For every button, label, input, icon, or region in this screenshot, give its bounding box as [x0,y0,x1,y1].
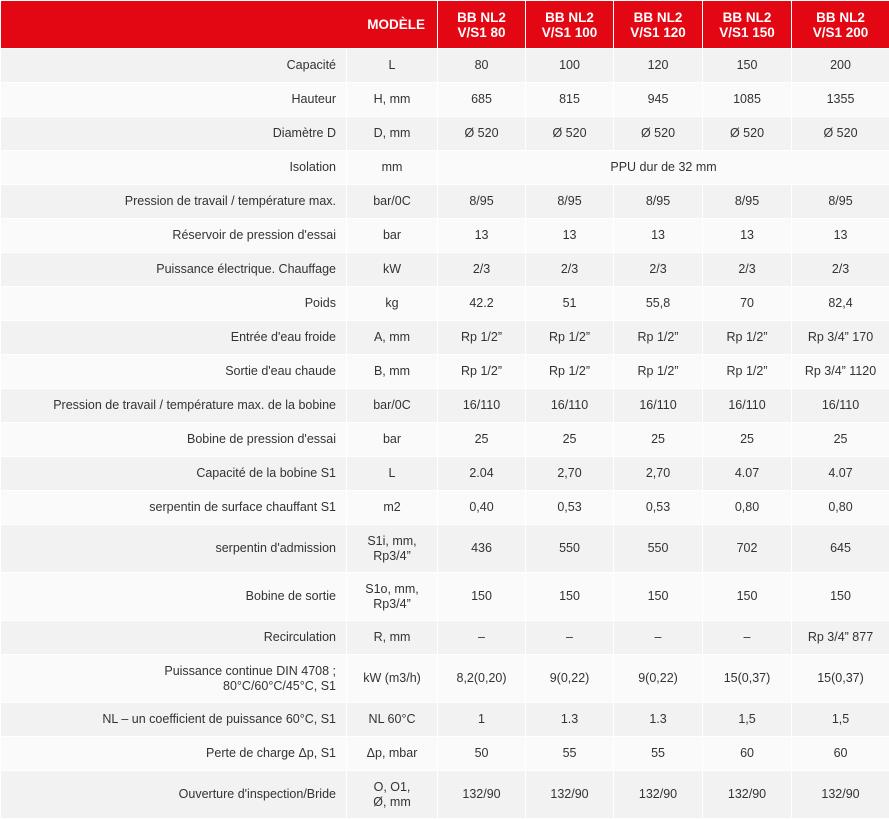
row-value: 2/3 [703,253,792,287]
table-row [1,389,889,423]
row-value: 150 [438,573,526,621]
row-value: 685 [438,83,526,117]
row-value: 8/95 [526,185,614,219]
row-value: 132/90 [614,771,703,819]
row-unit: NL 60°C [347,703,438,737]
row-label: Capacité [1,49,347,83]
row-value: 80 [438,49,526,83]
row-label: Hauteur [1,83,347,117]
row-label: Bobine de pression d'essai [1,423,347,457]
spec-table-header [1,1,889,49]
row-label: Puissance électrique. Chauffage [1,253,347,287]
table-row [1,621,889,655]
row-unit: kW (m3/h) [347,655,438,703]
row-value: Rp 1/2” [526,355,614,389]
row-value: 13 [438,219,526,253]
row-value: 1.3 [614,703,703,737]
row-value: Ø 520 [703,117,792,151]
row-value: 150 [614,573,703,621]
row-label: Entrée d'eau froide [1,321,347,355]
row-unit: bar/0C [347,389,438,423]
table-row [1,573,889,621]
row-value: 51 [526,287,614,321]
table-row [1,185,889,219]
row-value: 8/95 [792,185,889,219]
row-value: 132/90 [438,771,526,819]
row-value: 645 [792,525,889,573]
row-unit: bar [347,219,438,253]
table-row [1,219,889,253]
model-name: BB NL2 [796,10,885,25]
row-value: 13 [792,219,889,253]
table-row [1,321,889,355]
row-unit: kg [347,287,438,321]
row-unit-line: Ø, mm [351,795,433,810]
row-value: 8,2(0,20) [438,655,526,703]
row-value: 550 [526,525,614,573]
row-label: Bobine de sortie [1,573,347,621]
model-header-bbnl2-100 [526,1,614,49]
row-value: 8/95 [614,185,703,219]
row-unit-line: Rp3/4” [351,549,433,564]
table-row [1,491,889,525]
row-label: serpentin d'admission [1,525,347,573]
table-row [1,287,889,321]
row-value: 82,4 [792,287,889,321]
row-value: 815 [526,83,614,117]
row-value: 8/95 [703,185,792,219]
row-value: 13 [703,219,792,253]
row-value: 2/3 [526,253,614,287]
row-unit: H, mm [347,83,438,117]
row-label: Capacité de la bobine S1 [1,457,347,491]
row-value: Rp 1/2” [703,355,792,389]
model-name: BB NL2 [530,10,609,25]
model-variant: V/S1 80 [442,25,521,40]
row-unit: Δp, mbar [347,737,438,771]
model-header-bbnl2-150 [703,1,792,49]
row-value: 1085 [703,83,792,117]
row-value: 200 [792,49,889,83]
model-variant: V/S1 120 [618,25,698,40]
row-value: 550 [614,525,703,573]
row-value: 50 [438,737,526,771]
row-value: 60 [792,737,889,771]
row-unit-line: S1i, mm, [351,534,433,549]
model-variant: V/S1 150 [707,25,787,40]
row-value: Rp 1/2” [438,321,526,355]
row-value: 150 [792,573,889,621]
row-value: 2,70 [526,457,614,491]
table-row [1,253,889,287]
row-unit: L [347,457,438,491]
row-unit: L [347,49,438,83]
row-value: 100 [526,49,614,83]
row-value: Rp 1/2” [614,321,703,355]
row-value: 16/110 [526,389,614,423]
row-value: Ø 520 [792,117,889,151]
row-value: Rp 3/4” 877 [792,621,889,655]
row-value: 132/90 [792,771,889,819]
row-label: Réservoir de pression d'essai [1,219,347,253]
row-value: Rp 1/2” [703,321,792,355]
row-value: 4.07 [792,457,889,491]
row-value: 436 [438,525,526,573]
row-value: 0,40 [438,491,526,525]
row-value: 25 [614,423,703,457]
row-value: 55 [526,737,614,771]
row-value: 702 [703,525,792,573]
row-value: 2/3 [614,253,703,287]
row-value: 16/110 [703,389,792,423]
header-row [1,1,889,49]
row-value: 42.2 [438,287,526,321]
row-value: 55 [614,737,703,771]
model-header-bbnl2-80 [438,1,526,49]
row-label: Pression de travail / température max. de la bobine [1,389,347,423]
model-name: BB NL2 [707,10,787,25]
row-value: 70 [703,287,792,321]
row-value: – [703,621,792,655]
row-value: 0,80 [792,491,889,525]
row-value: – [526,621,614,655]
row-unit-line: S1o, mm, [351,582,433,597]
row-unit-line: Rp3/4” [351,597,433,612]
row-unit: D, mm [347,117,438,151]
row-value: – [614,621,703,655]
row-value: 16/110 [792,389,889,423]
row-unit: B, mm [347,355,438,389]
row-value: 25 [792,423,889,457]
row-value: Rp 3/4” 170 [792,321,889,355]
model-header-label: MODÈLE [1,1,438,49]
row-label: Diamètre D [1,117,347,151]
row-unit: A, mm [347,321,438,355]
table-row [1,771,889,819]
row-label: Ouverture d'inspection/Bride [1,771,347,819]
row-unit: bar/0C [347,185,438,219]
row-value-span: PPU dur de 32 mm [438,151,889,185]
row-value: 55,8 [614,287,703,321]
row-value: Ø 520 [438,117,526,151]
row-value: 2/3 [792,253,889,287]
row-unit: m2 [347,491,438,525]
model-variant: V/S1 200 [796,25,885,40]
table-row [1,83,889,117]
row-value: Rp 1/2” [438,355,526,389]
row-unit: bar [347,423,438,457]
row-value: 150 [526,573,614,621]
table-row [1,737,889,771]
table-row [1,703,889,737]
row-value: – [438,621,526,655]
model-header-bbnl2-120 [614,1,703,49]
row-label: Perte de charge Δp, S1 [1,737,347,771]
row-value: 13 [526,219,614,253]
row-label: Sortie d'eau chaude [1,355,347,389]
row-value: 2,70 [614,457,703,491]
row-label: NL – un coefficient de puissance 60°C, S1 [1,703,347,737]
table-row [1,355,889,389]
row-value: 16/110 [614,389,703,423]
row-value: 13 [614,219,703,253]
table-row [1,117,889,151]
row-value: 25 [526,423,614,457]
row-value: 1 [438,703,526,737]
row-unit-line: O, O1, [351,780,433,795]
row-label [1,655,347,703]
row-value: 1.3 [526,703,614,737]
row-label: Pression de travail / température max. [1,185,347,219]
row-unit [347,771,438,819]
row-value: Rp 3/4” 1120 [792,355,889,389]
row-value: Ø 520 [614,117,703,151]
spec-table-body [1,49,889,819]
table-row [1,457,889,491]
row-value: 132/90 [526,771,614,819]
model-name: BB NL2 [442,10,521,25]
row-value: 9(0,22) [526,655,614,703]
row-value: 2.04 [438,457,526,491]
row-label: Isolation [1,151,347,185]
row-value: 0,80 [703,491,792,525]
row-unit: mm [347,151,438,185]
row-label-line: 80°C/60°C/45°C, S1 [5,679,336,694]
row-label-line: Puissance continue DIN 4708 ; [5,664,336,679]
row-value: Rp 1/2” [614,355,703,389]
row-value: 25 [703,423,792,457]
table-row [1,49,889,83]
row-value: 1,5 [792,703,889,737]
row-value: 0,53 [526,491,614,525]
table-row [1,655,889,703]
row-value: 0,53 [614,491,703,525]
row-label: serpentin de surface chauffant S1 [1,491,347,525]
table-row [1,525,889,573]
row-unit [347,573,438,621]
row-value: Rp 1/2” [526,321,614,355]
row-value: 16/110 [438,389,526,423]
row-value: 25 [438,423,526,457]
row-value: 2/3 [438,253,526,287]
model-variant: V/S1 100 [530,25,609,40]
row-unit [347,525,438,573]
row-label: Recirculation [1,621,347,655]
model-name: BB NL2 [618,10,698,25]
row-value: 150 [703,573,792,621]
row-value: 60 [703,737,792,771]
row-value: 945 [614,83,703,117]
row-value: 120 [614,49,703,83]
row-label: Poids [1,287,347,321]
model-header-bbnl2-200 [792,1,889,49]
row-value: 4.07 [703,457,792,491]
table-row [1,151,889,185]
row-value: 1,5 [703,703,792,737]
row-value: 15(0,37) [792,655,889,703]
row-value: 9(0,22) [614,655,703,703]
row-value: 132/90 [703,771,792,819]
row-value: 1355 [792,83,889,117]
row-value: 150 [703,49,792,83]
row-value: Ø 520 [526,117,614,151]
table-row [1,423,889,457]
row-value: 15(0,37) [703,655,792,703]
row-unit: R, mm [347,621,438,655]
row-unit: kW [347,253,438,287]
row-value: 8/95 [438,185,526,219]
